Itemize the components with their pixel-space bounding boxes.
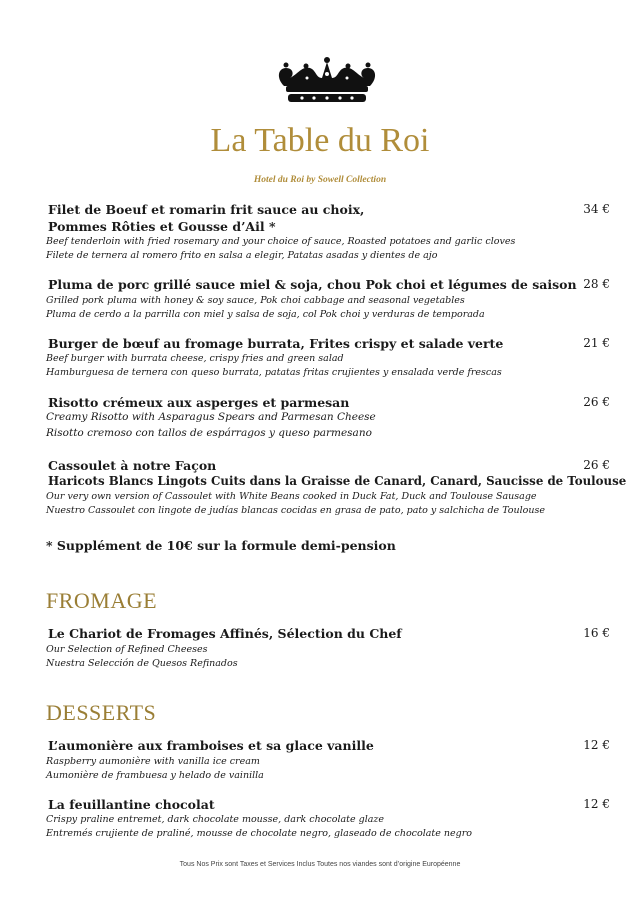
dish-description-es: Hamburguesa de ternera con queso burrata, patatas fritas crujientes y ensalada verde frescas xyxy=(46,367,502,378)
dish-price: 12 € xyxy=(583,738,610,752)
dish-price: 26 € xyxy=(583,458,610,472)
crown-logo-icon xyxy=(272,56,382,106)
dish-name: Burger de bœuf au fromage burrata, Frites crispy et salade verte xyxy=(48,336,504,351)
dish-description-es: Pluma de cerdo a la parrilla con miel y salsa de soja, col Pok choi y verduras de temporada xyxy=(46,309,485,320)
dish-description-en: Our very own version of Cassoulet with White Beans cooked in Duck Fat, Duck and Toulouse Sausage xyxy=(46,491,537,502)
supplement-note: * Supplément de 10€ sur la formule demi-pension xyxy=(46,538,396,553)
dish-price: 26 € xyxy=(583,395,610,409)
dish-price: 12 € xyxy=(583,797,610,811)
dish-price: 21 € xyxy=(583,336,610,350)
dish-name: La feuillantine chocolat xyxy=(48,797,215,812)
dish-description-en: Crispy praline entremet, dark chocolate mousse, dark chocolate glaze xyxy=(46,814,385,825)
section-heading-fromage: FROMAGE xyxy=(46,588,158,613)
dish-description-es: Entremés crujiente de praliné, mousse de chocolate negro, glaseado de chocolate negro xyxy=(46,828,472,839)
dish-description-en: Raspberry aumonière with vanilla ice cream xyxy=(46,756,260,767)
dish-name: Cassoulet à notre Façon xyxy=(48,458,217,473)
dish-price: 28 € xyxy=(583,277,610,291)
dish-description-en: Our Selection of Refined Cheeses xyxy=(46,644,208,655)
restaurant-title: La Table du Roi xyxy=(210,122,430,159)
dish-price: 16 € xyxy=(583,626,610,640)
dish-description-es: Nuestro Cassoulet con lingote de judías blancas cocidas en grasa de pato, pato y salchicha de Toulouse xyxy=(46,505,546,516)
dish-name-continued: Haricots Blancs Lingots Cuits dans la Graisse de Canard, Canard, Saucisse de Toulouse xyxy=(48,474,627,488)
dish-name: L’aumonière aux framboises et sa glace vanille xyxy=(48,738,374,753)
dish-name: Le Chariot de Fromages Affinés, Sélection du Chef xyxy=(48,626,402,641)
dish-description-en: Creamy Risotto with Asparagus Spears and Parmesan Cheese xyxy=(46,411,376,423)
hotel-subtitle: Hotel du Roi by Sowell Collection xyxy=(253,175,387,185)
dish-name: Risotto crémeux aux asperges et parmesan xyxy=(48,395,350,410)
dish-description-en: Grilled pork pluma with honey & soy sauce, Pok choi cabbage and seasonal vegetables xyxy=(46,295,465,306)
dish-description-es: Risotto cremoso con tallos de espárragos y queso parmesano xyxy=(46,427,372,439)
footer-note: Tous Nos Prix sont Taxes et Services Inclus Toutes nos viandes sont d’origine Européenne xyxy=(179,861,461,868)
dish-name: Filet de Boeuf et romarin frit sauce au choix, xyxy=(48,202,365,217)
dish-price: 34 € xyxy=(583,202,610,216)
section-heading-desserts: DESSERTS xyxy=(46,700,157,725)
dish-description-es: Nuestra Selección de Quesos Refinados xyxy=(46,658,238,669)
dish-description-es: Aumonière de frambuesa y helado de vainilla xyxy=(46,770,264,781)
dish-description-es: Filete de ternera al romero frito en salsa a elegir, Patatas asadas y dientes de ajo xyxy=(46,250,438,261)
dish-name-continued: Pommes Rôties et Gousse d’Ail * xyxy=(48,219,276,234)
dish-description-en: Beef tenderloin with fried rosemary and your choice of sauce, Roasted potatoes and garlic cloves xyxy=(46,236,516,247)
dish-description-en: Beef burger with burrata cheese, crispy fries and green salad xyxy=(46,353,344,364)
dish-name: Pluma de porc grillé sauce miel & soja, chou Pok choi et légumes de saison xyxy=(48,277,577,292)
